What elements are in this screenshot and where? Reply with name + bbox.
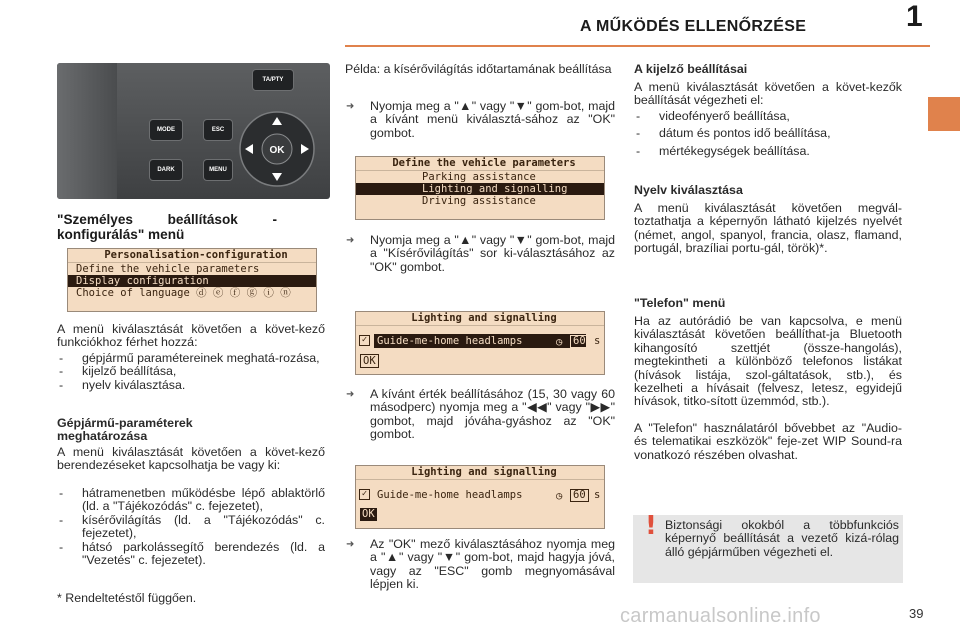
screen-row: Define the vehicle parameters bbox=[76, 263, 260, 275]
list-item: - hátramenetben működésbe lépő ablaktörlő (ld. a "Tájékozódás" c. fejezetet), bbox=[57, 487, 325, 514]
screen-row: Guide-me-home headlamps bbox=[377, 489, 523, 501]
list-item: - gépjármű paramétereinek meghatá-rozása, bbox=[57, 352, 325, 365]
example-title: Példa: a kísérővilágítás időtartamának beállítása bbox=[345, 62, 612, 76]
vehicle-params-title: Gépjármű-paraméterek meghatározása bbox=[57, 416, 193, 444]
screen-row-selected: Guide-me-home headlamps bbox=[374, 334, 586, 348]
panel-left-vent bbox=[57, 63, 117, 199]
language-text: A menü kiválasztását követően megvál-toztathatja a képernyőn látható kijelzés nyelvét (német, angol, spanyol, francia, olasz, flamand, portugál, brazíliai portu-gál, török)*. bbox=[634, 201, 902, 256]
screen-title: Personalisation-configuration bbox=[68, 249, 316, 263]
screen-row-selected: Display configuration bbox=[68, 275, 316, 287]
screen-title: Lighting and signalling bbox=[356, 312, 604, 326]
display-settings-list bbox=[634, 110, 902, 158]
screen-setting-row bbox=[356, 332, 604, 352]
page-header-title: A MŰKÖDÉS ELLENŐRZÉSE bbox=[580, 18, 807, 35]
ok-field: OK bbox=[360, 354, 379, 368]
page-number: 39 bbox=[909, 606, 924, 621]
header-rule bbox=[345, 45, 930, 47]
screen-lighting-1 bbox=[355, 311, 605, 375]
ta-pty-button: TA/PTY bbox=[252, 69, 294, 91]
menu-functions-list bbox=[57, 352, 325, 392]
footnote: * Rendeltetéstől függően. bbox=[57, 591, 197, 605]
screen-row: Driving assistance bbox=[422, 195, 536, 207]
screen-setting-row bbox=[356, 486, 604, 506]
chapter-number: 1 bbox=[906, 0, 923, 33]
ok-knob-label: OK bbox=[269, 145, 285, 156]
navigation-knob-icon bbox=[237, 109, 317, 189]
duration-value: 60 bbox=[570, 489, 589, 502]
screen-row: Parking assistance bbox=[422, 171, 536, 183]
telephone-title: "Telefon" menü bbox=[634, 296, 726, 310]
duration-unit: s bbox=[594, 335, 601, 347]
control-panel-photo bbox=[57, 63, 330, 199]
arrow-right-icon: ➜ bbox=[346, 235, 355, 246]
watermark: carmanualsonline.info bbox=[620, 605, 821, 627]
list-item: - hátsó parkolássegítő berendezés (ld. a "Vezetés" c. fejezetet). bbox=[57, 541, 325, 568]
step-text: Nyomja meg a "▲" vagy "▼" gom-bot, majd a kívánt menü kiválasztá-sához az "OK" gombot. bbox=[370, 99, 615, 140]
telephone-text-2: A "Telefon" használatáról bővebbet az "Audio- és telematikai eszközök" feje-zet WIP Sound-ra vonatkozó részében olvashat. bbox=[634, 421, 902, 462]
checkbox-checked-icon: ✓ bbox=[359, 335, 370, 346]
screen-lighting-2 bbox=[355, 465, 605, 529]
list-item: - nyelv kiválasztása. bbox=[57, 379, 325, 392]
menu-intro-text: A menü kiválasztását követően a követ-kező funkciókhoz férhet hozzá: bbox=[57, 322, 325, 350]
language-title: Nyelv kiválasztása bbox=[634, 183, 743, 197]
arrow-right-icon: ➜ bbox=[346, 389, 355, 400]
step-4 bbox=[345, 538, 615, 592]
list-item: - kijelző beállítása, bbox=[57, 365, 325, 378]
display-settings-intro: A menü kiválasztását követően a követ-kezők beállítását végezheti el: bbox=[634, 80, 902, 108]
esc-button: ESC bbox=[203, 119, 233, 141]
duration-value: 60 bbox=[570, 335, 589, 348]
step-text: Nyomja meg a "▲" vagy "▼" gom-bot, majd a "Kísérővilágítás" sor ki-választásához az "OK" gombot. bbox=[370, 233, 615, 274]
screen-title: Define the vehicle parameters bbox=[356, 157, 604, 171]
list-item: - mértékegységek beállítása. bbox=[634, 145, 902, 158]
list-item: - kísérővilágítás (ld. a "Tájékozódás" c. fejezetet), bbox=[57, 514, 325, 541]
screen-title: Lighting and signalling bbox=[356, 466, 604, 480]
step-text: Az "OK" mező kiválasztásához nyomja meg a "▲" vagy "▼" gom-bot, majd hagyja jóvá, vagy az "ESC" gomb megnyomásával lépjen ki. bbox=[370, 537, 615, 592]
list-item: - videofényerő beállítása, bbox=[634, 110, 902, 123]
clock-icon: ◷ bbox=[556, 336, 563, 348]
section-title-personalisation: "Személyes beállítások - konfigurálás" menü bbox=[57, 212, 277, 242]
dark-button: DARK bbox=[149, 159, 183, 181]
list-item: - dátum és pontos idő beállítása, bbox=[634, 127, 902, 140]
step-3 bbox=[345, 388, 615, 442]
vehicle-params-list bbox=[57, 487, 325, 567]
screen-row-selected: Lighting and signalling bbox=[356, 183, 604, 195]
step-text: A kívánt érték beállításához (15, 30 vagy 60 másodperc) nyomja meg a "◀◀" vagy "▶▶" gombot, majd jóváha-gyáshoz az "OK" gombot. bbox=[370, 387, 615, 442]
ok-field-selected: OK bbox=[362, 508, 375, 520]
clock-icon: ◷ bbox=[556, 490, 563, 502]
warning-exclamation-icon: ! bbox=[645, 511, 657, 541]
arrow-right-icon: ➜ bbox=[346, 539, 355, 550]
telephone-text-1: Ha az autórádió be van kapcsolva, e menü kiválasztását követően beállíthat-ja Bluetooth kihangosító szettjét (össze-hangolás), megtekintheti a különböző telefonos listákat (hívások listája, szol-gáltatások, stb.), és kezelheti a hívásait (felvesz, letesz, egyidejű hívások, titko-sított üzemmód, stb.). bbox=[634, 314, 902, 409]
duration-unit: s bbox=[594, 489, 601, 501]
step-2 bbox=[345, 234, 615, 274]
arrow-right-icon: ➜ bbox=[346, 101, 355, 112]
screen-vehicle-params bbox=[355, 156, 605, 220]
vehicle-params-intro: A menü kiválasztását követően a követ-kező berendezéseket kapcsolhatja be vagy ki: bbox=[57, 445, 325, 473]
checkbox-checked-icon: ✓ bbox=[359, 489, 370, 500]
screen-row: Choice of language ⓓ ⓔ ⓕ ⓖ ⓘ ⓝ bbox=[76, 287, 291, 299]
chapter-side-tab bbox=[928, 97, 960, 131]
menu-button: MENU bbox=[203, 159, 233, 181]
step-1 bbox=[345, 100, 615, 140]
warning-text: Biztonsági okokból a többfunkciós képernyő beállítását a vezető kizá-rólag álló gépjárműben végezheti el. bbox=[665, 518, 899, 559]
display-settings-title: A kijelző beállításai bbox=[634, 62, 748, 76]
mode-button: MODE bbox=[149, 119, 183, 141]
screen-personalisation bbox=[67, 248, 317, 312]
